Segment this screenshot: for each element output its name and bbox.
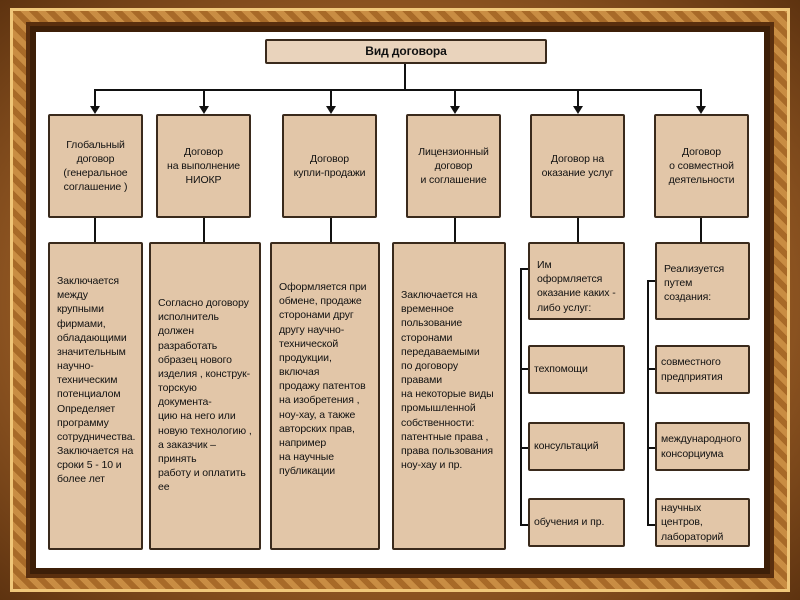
branch-tick (647, 524, 655, 526)
services-item: техпомощи (528, 345, 625, 394)
title-connector (404, 64, 406, 90)
arrow-icon (326, 106, 336, 114)
detail-connector (454, 218, 456, 242)
branch-tick (520, 447, 528, 449)
services-branch-line (520, 268, 522, 526)
header-global-contract: Глобальный договор (генеральное соглашение ) (48, 114, 143, 218)
drop-line (94, 89, 96, 107)
header-rnd-contract: Договор на выполнение НИОКР (156, 114, 251, 218)
detail-connector (330, 218, 332, 242)
detail-connector (700, 218, 702, 242)
drop-line (700, 89, 702, 107)
detail-connector (94, 218, 96, 242)
joint-item: международного консорциума (655, 422, 750, 471)
branch-tick (520, 368, 528, 370)
diagram-canvas (36, 32, 764, 568)
detail-sale-contract: Оформляется при обмене, продаже сторонами друг другу научно- технической продукции, включая продажу патентов на изобретения , ноу-хау, а также авторских прав, например на научные публикации (270, 242, 380, 550)
joint-branch-line (647, 280, 649, 526)
drop-line (577, 89, 579, 107)
joint-intro: Реализуется путем создания: (655, 242, 750, 320)
joint-item: совместного предприятия (655, 345, 750, 394)
services-intro: Им оформляется оказание каких - либо услуг: (528, 242, 625, 320)
branch-tick (647, 368, 655, 370)
arrow-icon (199, 106, 209, 114)
header-sale-contract: Договор купли-продажи (282, 114, 377, 218)
branch-tick (520, 268, 528, 270)
header-bus-line (94, 89, 702, 91)
header-joint-contract: Договор о совместной деятельности (654, 114, 749, 218)
services-item: обучения и пр. (528, 498, 625, 547)
detail-rnd-contract: Согласно договору исполнитель должен разработать образец нового изделия , конструк- торскую документа- цию на него или новую технологию , а заказчик – принять работу и оплатить ее (149, 242, 261, 550)
detail-connector (577, 218, 579, 242)
arrow-icon (450, 106, 460, 114)
detail-connector (203, 218, 205, 242)
joint-item: научных центров, лабораторий (655, 498, 750, 547)
diagram-title: Вид договора (265, 39, 547, 64)
detail-license-contract: Заключается на временное пользование сторонами передаваемыми по договору правами на некоторые виды промышленной собственности: патентные права , права пользования ноу-хау и пр. (392, 242, 506, 550)
header-services-contract: Договор на оказание услуг (530, 114, 625, 218)
arrow-icon (573, 106, 583, 114)
services-item: консультаций (528, 422, 625, 471)
branch-tick (520, 524, 528, 526)
drop-line (330, 89, 332, 107)
branch-tick (647, 447, 655, 449)
header-license-contract: Лицензионный договор и соглашение (406, 114, 501, 218)
drop-line (454, 89, 456, 107)
arrow-icon (696, 106, 706, 114)
arrow-icon (90, 106, 100, 114)
branch-tick (647, 280, 655, 282)
detail-global-contract: Заключается между крупными фирмами, обладающими значительным научно- техническим потенциалом Определяет программу сотрудничества. Заключается на сроки 5 - 10 и более лет (48, 242, 143, 550)
drop-line (203, 89, 205, 107)
